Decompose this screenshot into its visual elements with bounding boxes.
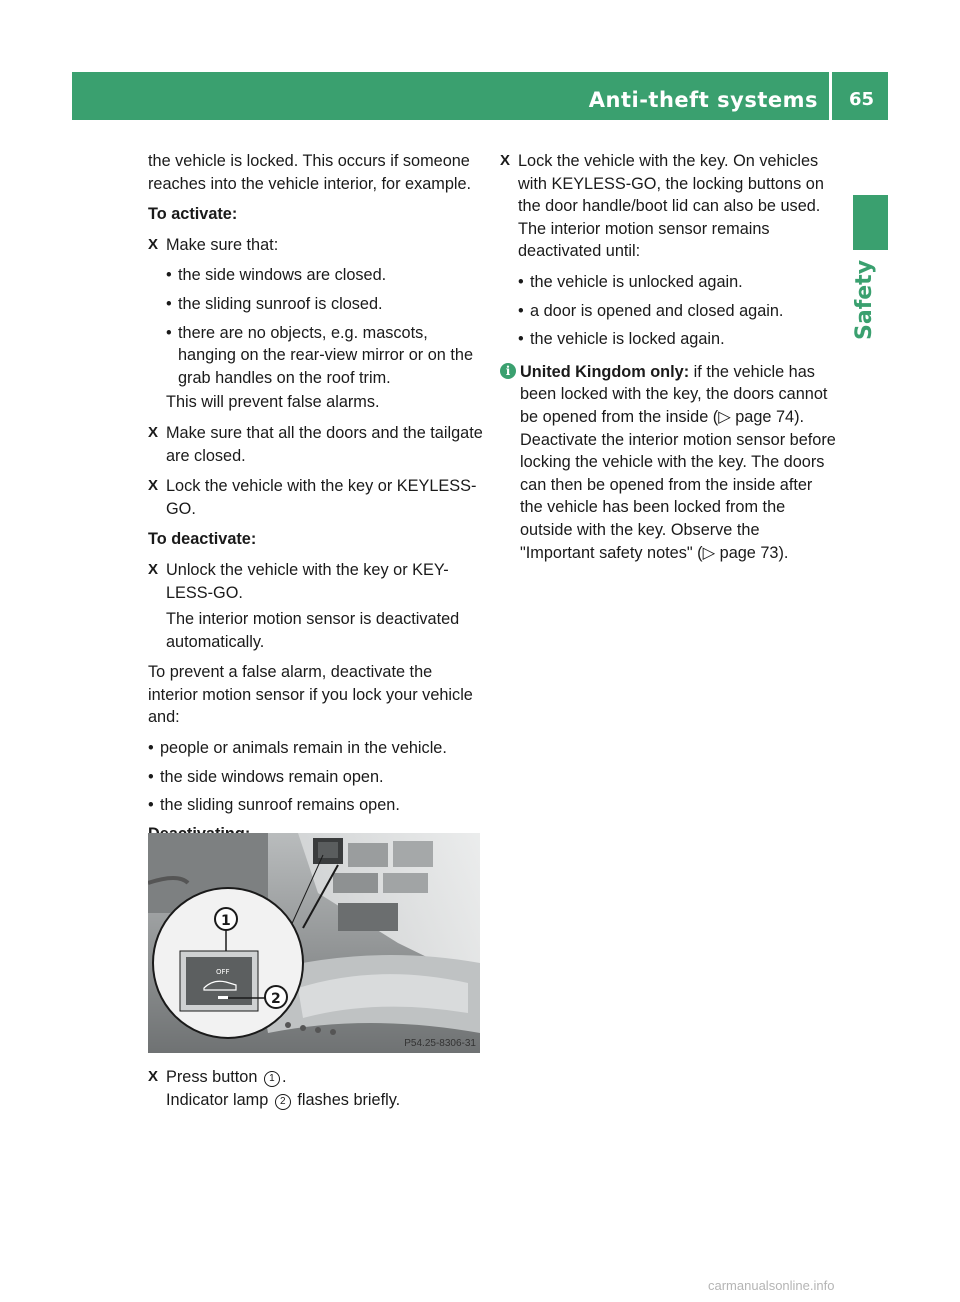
figure-off-label: OFF: [216, 968, 230, 976]
step-item: X Make sure that:: [148, 234, 483, 257]
callout-ref-2: 2: [275, 1094, 291, 1110]
list-item: • the side windows remain open.: [148, 766, 483, 789]
paragraph: the vehicle is locked. This occurs if someone reaches into the vehicle interior, for example.: [148, 152, 472, 193]
list-item: • a door is opened and closed again.: [500, 300, 836, 323]
overhead-control-figure: [148, 833, 480, 1053]
list-item: • the vehicle is locked again.: [500, 328, 836, 351]
step-item: X Lock the vehicle with the key or KEYLESS-GO.: [148, 475, 483, 520]
chapter-tab-label: Safety: [852, 259, 877, 340]
section-header: [72, 72, 888, 120]
left-column: [148, 150, 483, 884]
step-text-end: .: [281, 1068, 287, 1086]
list-item: • the sliding sunroof remains open.: [148, 794, 483, 817]
list-item: • people or animals remain in the vehicle.: [148, 737, 483, 760]
step-note: This will prevent false alarms.: [166, 393, 380, 412]
callout-1: 1: [221, 913, 231, 929]
step-item: X Unlock the vehicle with the key or KEY-LESS-GO.: [148, 559, 483, 604]
step-text: Press button: [166, 1068, 258, 1086]
list-item: • the side windows are closed.: [148, 264, 483, 287]
step-item: [148, 1066, 483, 1111]
right-column: [500, 150, 836, 564]
step-item: X Lock the vehicle with the key. On vehicles with KEYLESS-GO, the locking buttons on the door handle/boot lid can also be used. The interior motion sensor remains deactivated until:: [500, 150, 836, 263]
paragraph: To prevent a false alarm, deactivate the interior motion sensor if you lock your vehicle and:: [148, 663, 473, 727]
step-item: X Make sure that all the doors and the tailgate are closed.: [148, 422, 483, 467]
figure-code: P54.25-8306-31: [404, 1038, 476, 1049]
step-note: The interior motion sensor is deactivated automatically.: [166, 610, 460, 651]
figure-illustration: [148, 833, 480, 1053]
info-bold: United Kingdom only:: [520, 362, 690, 381]
info-icon: i: [500, 363, 516, 379]
section-title: Anti-theft systems: [588, 88, 818, 112]
step-note-end: flashes briefly.: [297, 1090, 401, 1109]
list-item: • there are no objects, e.g. mascots, hanging on the rear-view mirror or on the grab handles on the roof trim.: [148, 322, 483, 390]
header-separator: [829, 72, 832, 120]
page-number: 65: [848, 89, 874, 110]
list-item: • the vehicle is unlocked again.: [500, 271, 836, 294]
figure-steps: [148, 1066, 483, 1119]
chapter-tab-marker: [853, 195, 888, 250]
info-text: if the vehicle has been locked with the key, the doors cannot be opened from the inside (▷ page 74). Deactivate the interior motion sensor before locking the vehicle with the key. The doors can then be opened from the inside after the vehicle has been locked from the outside with the key. Observe the "Important safety notes" (▷ page 73).: [520, 362, 836, 562]
list-item: • the sliding sunroof is closed.: [148, 293, 483, 316]
callout-ref-1: 1: [264, 1071, 280, 1087]
info-note: [500, 361, 836, 564]
heading-deactivate: To deactivate:: [148, 530, 257, 549]
watermark: carmanualsonline.info: [708, 1278, 835, 1293]
step-note: Indicator lamp: [166, 1090, 269, 1109]
callout-2: 2: [271, 991, 281, 1007]
heading-activate: To activate:: [148, 205, 238, 224]
